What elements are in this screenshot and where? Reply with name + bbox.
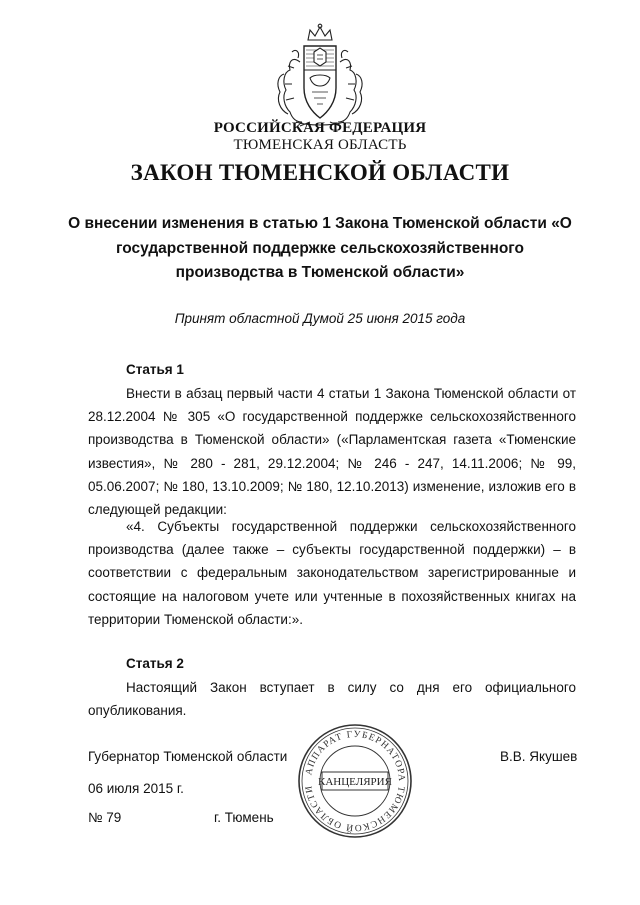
law-title: О внесении изменения в статью 1 Закона Тюменской области «О государственной поддержке сельскохозяйственного производства в Тюменской области» <box>68 215 572 281</box>
article-1-paragraph-1: Внести в абзац первый части 4 статьи 1 Закона Тюменской области от 28.12.2004 № 305 «О государственной поддержке сельскохозяйственного производства в Тюменской области» («Парламентская газета «Тюменские известия», № 280 - 281, 29.12.2004; № 246 - 247, 14.11.2006; № 99, 05.06.2007; № 180, 13.10.2009; № 180, 12.10.2013) изменение, изложив его в следующей редакции: <box>88 386 576 518</box>
signing-city: г. Тюмень <box>214 810 274 825</box>
article-1-paragraph-2: «4. Субъекты государственной поддержки сельскохозяйственного производства (далее также – субъекты государственной поддержки) – в соответствии с федеральным законодательством зарегистрированные и состоящие на налоговом учете или учтенные в похозяйственных книгах на территории Тюменской области:». <box>88 519 576 627</box>
coat-of-arms-icon <box>270 22 370 130</box>
article-2-heading: Статья 2 <box>126 656 184 671</box>
region-heading: ТЮМЕНСКАЯ ОБЛАСТЬ <box>233 137 407 153</box>
signatory-name: В.В. Якушев <box>500 749 578 764</box>
law-number: № 79 <box>88 810 122 825</box>
stamp-inner-text: КАНЦЕЛЯРИЯ <box>318 776 392 788</box>
adoption-note: Принят областной Думой 25 июня 2015 года <box>174 311 466 326</box>
article-1-heading: Статья 1 <box>126 362 184 377</box>
office-stamp-icon <box>296 722 414 840</box>
article-2-paragraph-1: Настоящий Закон вступает в силу со дня его официального опубликования. <box>88 680 576 719</box>
signing-date: 06 июля 2015 г. <box>88 781 184 796</box>
federation-heading: РОССИЙСКАЯ ФЕДЕРАЦИЯ <box>213 120 427 136</box>
signatory-position: Губернатор Тюменской области <box>88 749 288 764</box>
stamp-outer-text: АППАРАТ ГУБЕРНАТОРА ТЮМЕНСКОЙ ОБЛАСТИ <box>304 729 407 833</box>
law-type-heading: ЗАКОН ТЮМЕНСКОЙ ОБЛАСТИ <box>130 160 510 185</box>
